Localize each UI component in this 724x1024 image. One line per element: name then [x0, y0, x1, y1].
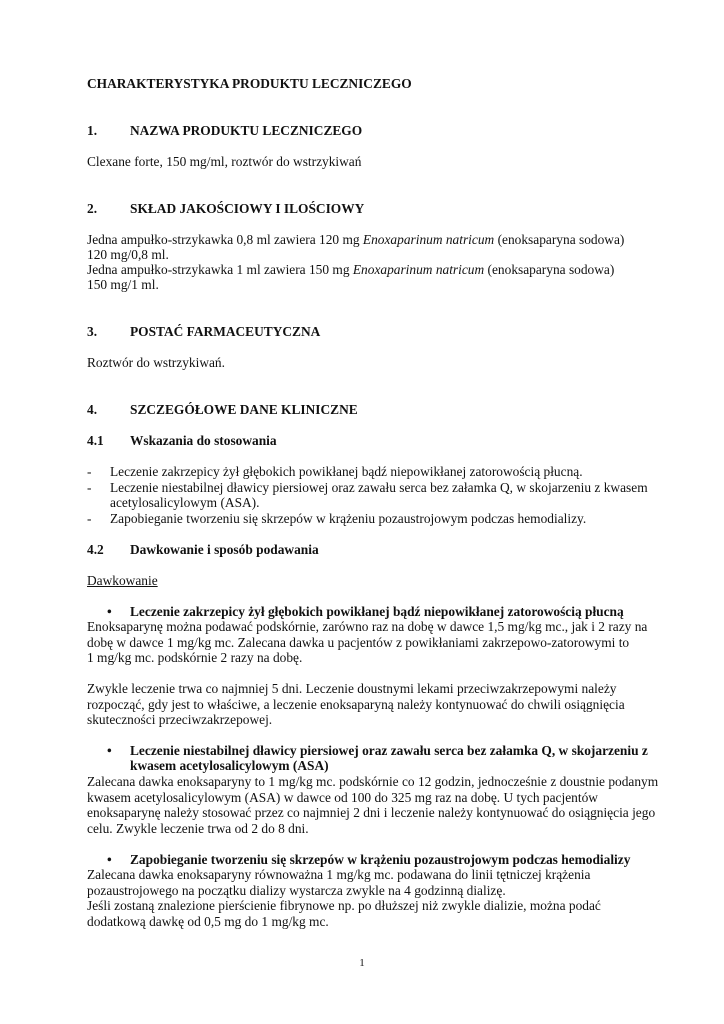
composition-line: [87, 262, 614, 278]
dash-marker: -: [87, 464, 92, 479]
paragraph-line: dobę w dawce 1 mg/kg mc. Zalecana dawka u pacjentów z powikłaniami zakrzepowo-zatorowymi to: [87, 635, 630, 650]
paragraph-line: Enoksaparynę można podawać podskórnie, zarówno raz na dobę w dawce 1,5 mg/kg mc., jak i 2 razy na: [87, 619, 648, 634]
bullet-title: Leczenie niestabilnej dławicy piersiowej oraz zawału serca bez załamka Q, w skojarzeniu z: [130, 743, 648, 758]
indication-text: Leczenie zakrzepicy żył głębokich powikłanej bądź niepowikłanej zatorowością płucną.: [110, 464, 583, 479]
section-title: SKŁAD JAKOŚCIOWY I ILOŚCIOWY: [130, 201, 365, 216]
paragraph-line: celu. Zwykle leczenie trwa od 2 do 8 dni.: [87, 821, 309, 836]
paragraph-line: kwasem acetylosalicylowym (ASA) w dawce od 100 do 325 mg raz na dobę. U tych pacjentów: [87, 790, 598, 805]
bullet-marker: •: [107, 852, 112, 867]
paragraph-line: Zwykle leczenie trwa co najmniej 5 dni. Leczenie doustnymi lekami przeciwzakrzepowymi należy: [87, 681, 617, 696]
composition-text: (enoksaparyna sodowa): [484, 262, 615, 277]
section-number: 2.: [87, 201, 98, 216]
subsection-number: 4.2: [87, 542, 104, 557]
indication-text: Zapobieganie tworzeniu się skrzepów w krążeniu pozaustrojowym podczas hemodializy.: [110, 511, 587, 526]
substance-name: Enoxaparinum natricum: [362, 232, 495, 247]
paragraph-line: 1 mg/kg mc. podskórnie 2 razy na dobę.: [87, 650, 303, 665]
paragraph-line: pozaustrojowego na początku dializy wystarcza zwykle na 4 godzinną dializę.: [87, 883, 506, 898]
bullet-title: Zapobieganie tworzeniu się skrzepów w krążeniu pozaustrojowym podczas hemodializy: [130, 852, 631, 867]
composition-line: [87, 232, 624, 248]
bullet-title: kwasem acetylosalicylowym (ASA): [130, 758, 329, 773]
subsection-title: Dawkowanie i sposób podawania: [130, 542, 319, 557]
section-title: POSTAĆ FARMACEUTYCZNA: [130, 324, 321, 339]
indication-text: Leczenie niestabilnej dławicy piersiowej oraz zawału serca bez załamka Q, w skojarzeniu z kwasem: [110, 480, 648, 495]
composition-text: Jedna ampułko-strzykawka 1 ml zawiera 150 mg: [87, 262, 353, 277]
substance-name: Enoxaparinum natricum: [352, 262, 485, 277]
section-title: SZCZEGÓŁOWE DANE KLINICZNE: [130, 402, 358, 417]
composition-line: 120 mg/0,8 ml.: [87, 247, 169, 262]
document-title: CHARAKTERYSTYKA PRODUKTU LECZNICZEGO: [87, 76, 412, 91]
page-number: 1: [359, 957, 365, 969]
dash-marker: -: [87, 480, 92, 495]
paragraph-line: Zalecana dawka enoksaparyny to 1 mg/kg mc. podskórnie co 12 godzin, jednocześnie z doustnie podanym: [87, 774, 659, 789]
dash-marker: -: [87, 511, 92, 526]
dosing-label: Dawkowanie: [87, 573, 158, 588]
composition-text: (enoksaparyna sodowa): [494, 232, 625, 247]
indication-text: acetylosalicylowym (ASA).: [110, 495, 260, 510]
bullet-marker: •: [107, 604, 112, 619]
bullet-title: Leczenie zakrzepicy żył głębokich powikłanej bądź niepowikłanej zatorowością płucną: [130, 604, 624, 619]
paragraph-line: Jeśli zostaną znalezione pierścienie fibrynowe np. po dłuższej niż zwykle dializie, można podać: [87, 898, 601, 913]
paragraph-line: dodatkową dawkę od 0,5 mg do 1 mg/kg mc.: [87, 914, 329, 929]
section-number: 4.: [87, 402, 98, 417]
paragraph-line: enoksaparynę należy stosować przez co najmniej 2 dni i leczenie należy kontynuować do osiągnięcia jego: [87, 805, 656, 820]
subsection-number: 4.1: [87, 433, 104, 448]
composition-line: 150 mg/1 ml.: [87, 277, 159, 292]
section-number: 1.: [87, 123, 98, 138]
product-name-text: Clexane forte, 150 mg/ml, roztwór do wstrzykiwań: [87, 154, 362, 169]
paragraph-line: skuteczności przeciwzakrzepowej.: [87, 712, 273, 727]
bullet-marker: •: [107, 743, 112, 758]
subsection-title: Wskazania do stosowania: [130, 433, 277, 448]
section-number: 3.: [87, 324, 98, 339]
section-title: NAZWA PRODUKTU LECZNICZEGO: [130, 123, 363, 138]
paragraph-line: Zalecana dawka enoksaparyny równoważna 1 mg/kg mc. podawana do linii tętniczej krążenia: [87, 867, 591, 882]
paragraph-line: rozpocząć, gdy jest to właściwe, a leczenie enoksaparyną należy kontynuować do chwili osiągnięcia: [87, 697, 625, 712]
pharmaceutical-form-text: Roztwór do wstrzykiwań.: [87, 355, 225, 370]
composition-text: Jedna ampułko-strzykawka 0,8 ml zawiera 120 mg: [87, 232, 363, 247]
